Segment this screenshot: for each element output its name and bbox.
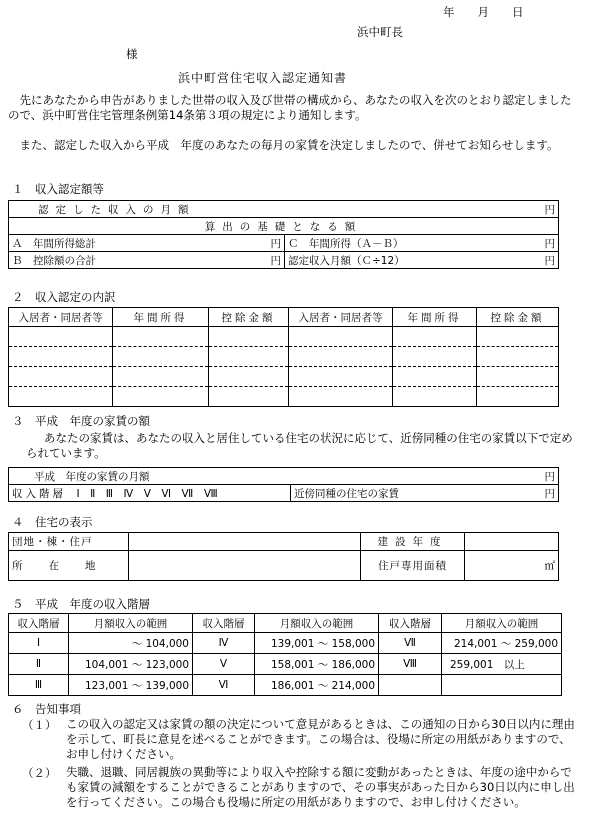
monthly-certified-label: 認定収入月額（Ｃ÷12） [288, 254, 405, 267]
annual-income-label: Ｃ 年間所得（Ａ－Ｂ） [288, 237, 404, 250]
monthly-certified-cell [285, 252, 559, 269]
monthly-rent-row [9, 468, 559, 485]
yen-unit: 円 [270, 237, 281, 250]
income-tier-cell [9, 485, 291, 502]
section-6-heading: ６ 告知事項 [12, 702, 81, 716]
yen-unit: 円 [544, 254, 555, 267]
notice-item-1: この収入の認定又は家賃の額の決定について意見があるときは、この通知の日から30日以内に理由を示して、町長に意見を述べることができます。この場合は、役場に所定の用紙がありますので、お申し付けください。 [66, 717, 575, 761]
income-tier-label: 収入階層 [12, 487, 66, 500]
col-deduction: 控除金額 [477, 308, 559, 327]
intro-paragraph-2: また、認定した収入から平成 年度のあなたの毎月の家賃を決定しましたので、併せてお知らせします。 [8, 138, 559, 152]
notice-1-number: （１） [22, 718, 57, 732]
notice-2-number: （２） [22, 766, 57, 780]
col-range: 月額収入の範囲 [69, 614, 193, 633]
construction-year-label: 建設年度 [361, 533, 465, 551]
issuer: 浜中町長 [357, 25, 403, 39]
rent-explanation: あなたの家賃は、あなたの収入と居住している住宅の状況に応じて、近傍同種の住宅の家賃以下で定められています。 [26, 431, 573, 460]
table-row: Ⅲ 123,001 ～ 139,000 Ⅵ 186,001 ～ 214,000 [9, 675, 562, 696]
document-title: 浜中町営住宅収入認定通知書 [178, 71, 348, 85]
col-tier: 収入階層 [379, 614, 442, 633]
yen-unit: 円 [544, 203, 555, 216]
section-2-heading: ２ 収入認定の内訳 [12, 290, 116, 304]
col-annual-income: 年間所得 [113, 308, 209, 327]
annual-income-cell [285, 235, 559, 252]
col-tier: 収入階層 [9, 614, 69, 633]
col-resident: 入居者・同居者等 [289, 308, 393, 327]
date-line: 年 月 日 [443, 5, 524, 19]
location-label: 所在地 [9, 551, 129, 581]
monthly-income-row [9, 201, 559, 218]
basis-label: 算出の基礎となる額 [9, 218, 559, 235]
table-row [9, 347, 559, 367]
yen-unit: 円 [544, 470, 555, 483]
table-row [9, 327, 559, 347]
col-resident: 入居者・同居者等 [9, 308, 113, 327]
income-table [8, 200, 559, 269]
section-4-heading: ４ 住宅の表示 [12, 515, 93, 529]
income-tier-table [8, 613, 562, 696]
yen-unit: 円 [544, 237, 555, 250]
section-3-heading: ３ 平成 年度の家賃の額 [12, 414, 150, 428]
intro-paragraph-1: 先にあなたから申告がありました世帯の収入及び世帯の構成から、あなたの収入を次のとおり認定しましたので、浜中町営住宅管理条例第14条第３項の規定により通知します。 [8, 93, 572, 122]
notice-item-2: 失職、退職、同居親族の異動等により収入や控除する額に変動があったときは、年度の途中からでも家賃の減額をすることができることがありますので、その事実があった日から30日以内に申し出を行ってください。この場合も役場に所定の用紙がありますので、お申し付けください。 [66, 765, 575, 809]
monthly-rent-label: 平成 年度の家賃の月額 [34, 470, 150, 483]
nearby-rent-cell [291, 485, 559, 502]
col-deduction: 控除金額 [209, 308, 289, 327]
monthly-income-label: 認定した収入の月額 [38, 203, 196, 216]
table-row [9, 367, 559, 387]
complex-label: 団地・棟・住戸 [9, 533, 129, 551]
floor-area-label: 住戸専用面積 [361, 551, 465, 581]
breakdown-table [8, 307, 559, 407]
annual-income-total-cell [9, 235, 285, 252]
col-annual-income: 年間所得 [393, 308, 477, 327]
table-row: Ⅰ ～ 104,000 Ⅳ 139,001 ～ 158,000 Ⅶ 214,001 ～ 259,000 [9, 633, 562, 654]
annual-income-total-label: Ａ 年間所得総計 [12, 237, 96, 250]
addressee-suffix: 様 [126, 47, 138, 61]
col-range: 月額収入の範囲 [442, 614, 562, 633]
housing-table [8, 532, 559, 581]
nearby-rent-label: 近傍同種の住宅の家賃 [294, 487, 399, 500]
col-tier: 収入階層 [193, 614, 255, 633]
table-row: Ⅱ 104,001 ～ 123,000 Ⅴ 158,001 ～ 186,000 Ⅷ 259,001 以上 [9, 654, 562, 675]
section-5-heading: ５ 平成 年度の収入階層 [12, 597, 150, 611]
rent-table [8, 467, 559, 502]
yen-unit: 円 [270, 254, 281, 267]
deduction-total-cell [9, 252, 285, 269]
col-range: 月額収入の範囲 [255, 614, 379, 633]
section-1-heading: １ 収入認定額等 [12, 182, 104, 196]
table-row [9, 387, 559, 407]
floor-area-unit: ㎡ [465, 551, 559, 581]
deduction-total-label: Ｂ 控除額の合計 [12, 254, 96, 267]
income-tier-options: Ⅰ Ⅱ Ⅲ Ⅳ Ⅴ Ⅵ Ⅶ Ⅷ [76, 487, 218, 500]
yen-unit: 円 [544, 487, 555, 500]
